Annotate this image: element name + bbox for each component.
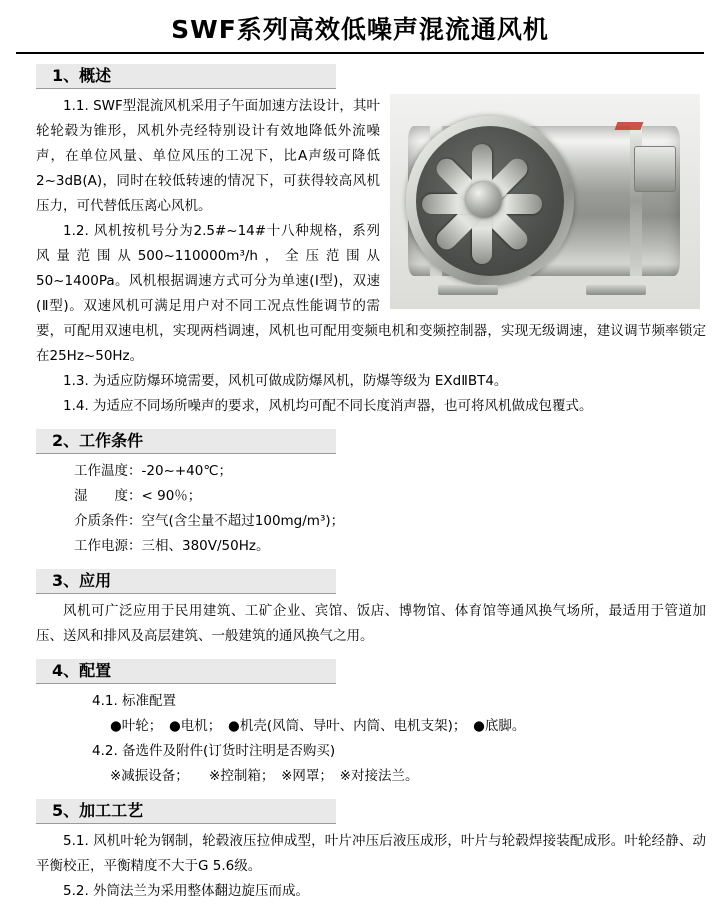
paragraph-1-3: 1.3. 为适应防爆环境需要，风机可做成防爆风机，防爆等级为 EXdⅡBT4。	[63, 373, 508, 389]
section-header-application	[14, 569, 706, 595]
fan-foot	[586, 285, 646, 295]
section-title: 3、应用	[52, 571, 112, 590]
working-condition-item: 工作电源：三相、380V/50Hz。	[74, 538, 270, 554]
paragraph-1-1: 1.1. SWF型混流风机采用子午面加速方法设计，其叶轮轮毂为锥形，风机外壳经特别设计有效地降低外流噪声，在单位风量、单位风压的工况下，比A声级可降低2~3dB(A)，同时在较低转速的情况下，可获得较高风机压力，可代替低压离心风机。	[36, 98, 380, 214]
config-optional-label: 4.2. 备选件及附件(订货时注明是否购买)	[92, 743, 336, 759]
paragraph-1-4: 1.4. 为适应不同场所噪声的要求，风机均可配不同长度消声器，也可将风机做成包覆式。	[63, 398, 593, 414]
paragraph-5-2: 5.2. 外筒法兰为采用整体翻边旋压而成。	[63, 883, 310, 899]
section-title: 2、工作条件	[52, 431, 144, 450]
page-title: SWF系列高效低噪声混流通风机	[171, 15, 549, 44]
paragraph-5-1: 5.1. 风机叶轮为钢制，轮毂液压拉伸成型，叶片冲压后液压成形，叶片与轮毂焊接装配成形。叶轮经静、动平衡校正，平衡精度不大于G 5.6级。	[36, 833, 706, 874]
paragraph-1-2: 1.2. 风机按机号分为2.5#~14#十八种规格，系列风量范围从500~110000m³/h，全压范围从50~1400Pa。风机根据调速方式可分为单速(Ⅰ型)，双速(Ⅱ型)。双速风机可满足用户对不同工况点性能调节的需要，可配用双速电机，实现两档调速，风机也可配用变频电机和变频控制器，实现无级调速，建议调节频率锁定在25Hz~50Hz。	[36, 223, 706, 364]
fan-product-image	[390, 94, 700, 309]
section-header-configuration	[14, 659, 706, 685]
config-standard-items: ●叶轮； ●电机； ●机壳(风筒、导叶、内筒、电机支架)； ●底脚。	[110, 718, 526, 734]
junction-box	[634, 146, 676, 192]
config-standard-label: 4.1. 标准配置	[92, 693, 177, 709]
section-header-working-conditions	[14, 429, 706, 455]
fan-foot	[438, 285, 498, 295]
overview-body	[14, 94, 706, 419]
section-header-overview	[14, 64, 706, 90]
red-label-mark	[615, 122, 644, 130]
paragraph-3-1: 风机可广泛应用于民用建筑、工矿企业、宾馆、饭店、博物馆、体育馆等通风换气场所，最适用于管道加压、送风和排风及高层建筑、一般建筑的通风换气之用。	[36, 603, 706, 644]
working-condition-item: 工作温度：-20~+40℃；	[74, 463, 233, 479]
section-title: 1、概述	[52, 66, 112, 85]
fan-hub	[466, 182, 502, 218]
working-condition-item: 介质条件：空气(含尘量不超过100mg/m³)；	[74, 513, 345, 529]
title-divider	[16, 52, 704, 54]
section-header-manufacturing	[14, 799, 706, 825]
config-optional-items: ※减振设备； ※控制箱； ※网罩； ※对接法兰。	[110, 768, 419, 784]
section-title: 4、配置	[52, 661, 112, 680]
working-condition-item: 湿 度：< 90％；	[74, 488, 202, 504]
section-title: 5、加工工艺	[52, 801, 144, 820]
